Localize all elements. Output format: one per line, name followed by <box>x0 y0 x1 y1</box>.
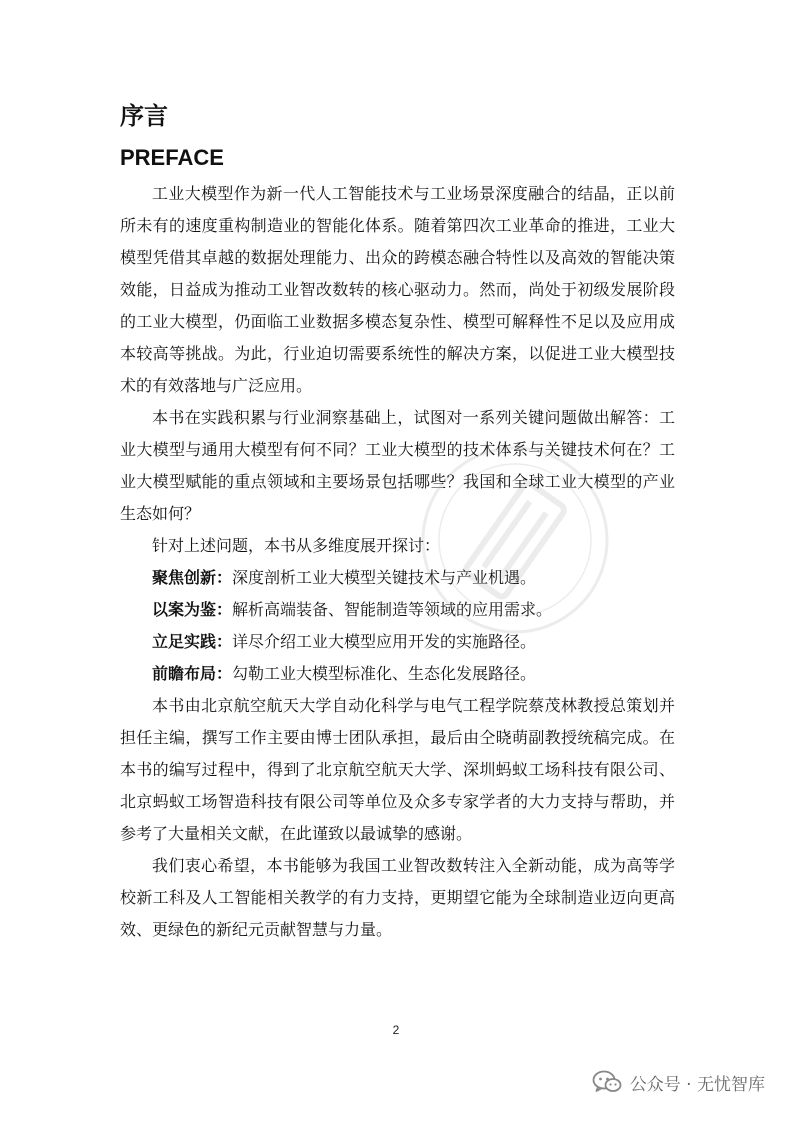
page-number: 2 <box>392 1023 400 1037</box>
paragraph-questions: 本书在实践积累与行业洞察基础上，试图对一系列关键问题做出解答：工业大模型与通用大模型有何不同？工业大模型的技术体系与关键技术何在？工业大模型赋能的重点领域和主要场景包括哪些？我国和全球工业大模型的产业生态如何？ <box>120 408 675 523</box>
page-subtitle: PREFACE <box>120 145 224 170</box>
focus-item <box>120 562 675 594</box>
focus-item <box>120 626 675 658</box>
focus-term: 以案为鉴： <box>152 600 233 619</box>
focus-item <box>120 594 675 626</box>
focus-text: 详尽介绍工业大模型应用开发的实施路径。 <box>232 632 537 651</box>
focus-text: 勾勒工业大模型标准化、生态化发展路径。 <box>232 664 537 683</box>
focus-term: 聚焦创新： <box>152 568 233 587</box>
paragraph-approach: 针对上述问题，本书从多维度展开探讨： <box>152 536 441 555</box>
paragraph-closing: 我们衷心希望，本书能够为我国工业智改数转注入全新动能，成为高等学校新工科及人工智能相关教学的有力支持，更期望它能为全球制造业迈向更高效、更绿色的新纪元贡献智慧与力量。 <box>120 856 675 939</box>
focus-term: 立足实践： <box>152 632 233 651</box>
focus-item <box>120 658 675 690</box>
paragraph-acknowledgement: 本书由北京航空航天大学自动化科学与电气工程学院蔡茂林教授总策划并担任主编，撰写工作主要由博士团队承担，最后由仝晓萌副教授统稿完成。在本书的编写过程中，得到了北京航空航天大学、深圳蚂蚁工场科技有限公司、北京蚂蚁工场智造科技有限公司等单位及众多专家学者的大力支持与帮助，并参考了大量相关文献，在此谨致以最诚挚的感谢。 <box>120 696 675 843</box>
wechat-icon <box>592 1069 622 1095</box>
focus-text: 解析高端装备、智能制造等领域的应用需求。 <box>232 600 553 619</box>
focus-term: 前瞻布局： <box>152 664 233 683</box>
footer-label: 公众号 · 无忧智库 <box>629 1074 765 1095</box>
page-title: 序言 <box>120 102 168 130</box>
footer-badge <box>592 1067 765 1097</box>
focus-text: 深度剖析工业大模型关键技术与产业机遇。 <box>232 568 537 587</box>
paragraph-intro: 工业大模型作为新一代人工智能技术与工业场景深度融合的结晶，正以前所未有的速度重构制造业的智能化体系。随着第四次工业革命的推进，工业大模型凭借其卓越的数据处理能力、出众的跨模态融合特性以及高效的智能决策效能，日益成为推动工业智改数转的核心驱动力。然而，尚处于初级发展阶段的工业大模型，仍面临工业数据多模态复杂性、模型可解释性不足以及应用成本较高等挑战。为此，行业迫切需要系统性的解决方案，以促进工业大模型技术的有效落地与广泛应用。 <box>120 184 675 395</box>
document-body <box>120 178 675 946</box>
